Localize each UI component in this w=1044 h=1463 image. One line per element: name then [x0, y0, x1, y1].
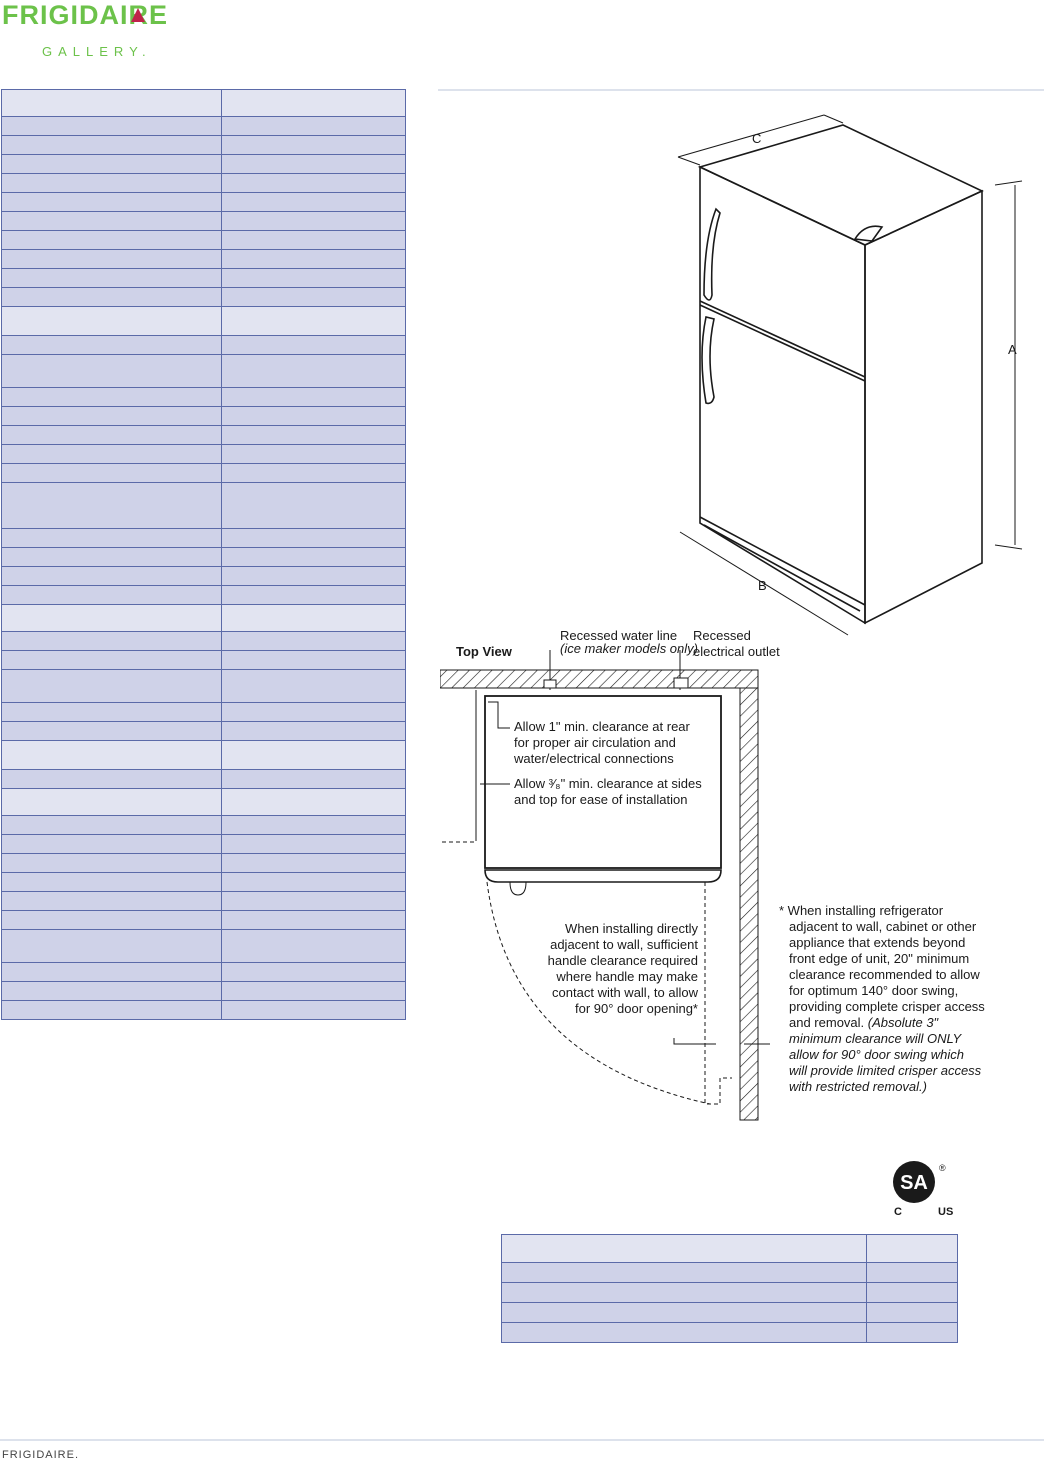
spec-row: [2, 1001, 406, 1020]
spec-label-cell: [2, 529, 222, 548]
bottom-label-cell: [502, 1263, 867, 1283]
spec-row: [2, 854, 406, 873]
spec-label-cell: [2, 651, 222, 670]
spec-label-cell: [2, 911, 222, 930]
csa-registered: ®: [939, 1163, 946, 1173]
spec-value-cell: [222, 911, 406, 930]
brand-triangle-icon: [131, 8, 145, 22]
rear-clearance-note: [514, 719, 690, 767]
spec-row: [2, 930, 406, 963]
label-c: C: [752, 131, 762, 146]
refrigerator-drawing: [660, 105, 1044, 645]
spec-label-cell: [2, 307, 222, 336]
spec-row: [2, 90, 406, 117]
spec-value-cell: [222, 269, 406, 288]
bottom-table: [501, 1234, 958, 1343]
spec-row: [2, 586, 406, 605]
spec-value-cell: [222, 982, 406, 1001]
outlet-marker: [674, 678, 688, 688]
spec-label-cell: [2, 605, 222, 632]
spec-label-cell: [2, 548, 222, 567]
spec-value-cell: [222, 288, 406, 307]
spec-value-cell: [222, 770, 406, 789]
spec-label-cell: [2, 892, 222, 911]
top-view-title: Top View: [456, 644, 512, 659]
spec-label-cell: [2, 174, 222, 193]
spec-label-cell: [2, 445, 222, 464]
spec-label-cell: [2, 586, 222, 605]
spec-label-cell: [2, 155, 222, 174]
spec-value-cell: [222, 250, 406, 269]
spec-row: [2, 816, 406, 835]
water-line-marker: [544, 680, 556, 688]
spec-value-cell: [222, 464, 406, 483]
spec-label-cell: [2, 567, 222, 586]
bottom-row: [502, 1303, 958, 1323]
spec-label-cell: [2, 212, 222, 231]
spec-row: [2, 670, 406, 703]
spec-row: [2, 288, 406, 307]
star-note-line: * When installing refrigerator: [779, 903, 944, 918]
spec-value-cell: [222, 741, 406, 770]
spec-row: [2, 464, 406, 483]
side-clearance-line: Allow ³⁄₈" min. clearance at sides: [514, 776, 702, 791]
spec-value-cell: [222, 605, 406, 632]
spec-value-cell: [222, 445, 406, 464]
spec-label-cell: [2, 1001, 222, 1020]
spec-value-cell: [222, 336, 406, 355]
csa-mark: SA: [900, 1172, 928, 1194]
outlet-label-line2: electrical outlet: [693, 644, 780, 659]
spec-value-cell: [222, 548, 406, 567]
spec-value-cell: [222, 90, 406, 117]
bottom-value-cell: [867, 1283, 958, 1303]
spec-label-cell: [2, 231, 222, 250]
spec-value-cell: [222, 567, 406, 586]
handle-note-line: handle clearance required: [547, 953, 698, 968]
spec-value-cell: [222, 136, 406, 155]
side-clearance-line: and top for ease of installation: [514, 792, 688, 807]
spec-label-cell: [2, 117, 222, 136]
bottom-value-cell: [867, 1303, 958, 1323]
bottom-label-cell: [502, 1323, 867, 1343]
spec-row: [2, 835, 406, 854]
brand-name: FRIGIDAIRE: [2, 0, 169, 30]
handle-note-line: contact with wall, to allow: [552, 985, 698, 1000]
spec-row: [2, 963, 406, 982]
spec-value-cell: [222, 483, 406, 529]
spec-row: [2, 307, 406, 336]
bottom-label-cell: [502, 1235, 867, 1263]
spec-value-cell: [222, 835, 406, 854]
spec-label-cell: [2, 963, 222, 982]
footer-brand: FRIGIDAIRE.: [2, 1449, 80, 1461]
spec-value-cell: [222, 231, 406, 250]
handle-note-line: adjacent to wall, sufficient: [550, 937, 698, 952]
star-note-line: for optimum 140° door swing,: [789, 983, 959, 998]
bottom-value-cell: [867, 1235, 958, 1263]
bottom-label-cell: [502, 1303, 867, 1323]
spec-row: [2, 632, 406, 651]
handle-clearance-note: [530, 921, 698, 1017]
rear-wall: [440, 670, 758, 688]
top-rule: [438, 89, 1044, 91]
star-note-line: adjacent to wall, cabinet or other: [789, 919, 977, 934]
spec-row: [2, 911, 406, 930]
spec-row: [2, 605, 406, 632]
star-note-italic-line: allow for 90° door swing which: [789, 1047, 965, 1062]
spec-value-cell: [222, 789, 406, 816]
spec-row: [2, 741, 406, 770]
spec-value-cell: [222, 307, 406, 336]
spec-label-cell: [2, 90, 222, 117]
dimension-a: [995, 181, 1022, 549]
spec-label-cell: [2, 670, 222, 703]
spec-value-cell: [222, 174, 406, 193]
spec-value-cell: [222, 703, 406, 722]
spec-label-cell: [2, 854, 222, 873]
spec-row: [2, 136, 406, 155]
bottom-row: [502, 1263, 958, 1283]
bottom-value-cell: [867, 1263, 958, 1283]
spec-value-cell: [222, 212, 406, 231]
bottom-row: [502, 1235, 958, 1263]
spec-value-cell: [222, 407, 406, 426]
spec-value-cell: [222, 155, 406, 174]
spec-value-cell: [222, 651, 406, 670]
outlet-label-line1: Recessed: [693, 628, 751, 643]
spec-label-cell: [2, 770, 222, 789]
spec-row: [2, 982, 406, 1001]
bottom-row: [502, 1283, 958, 1303]
spec-row: [2, 703, 406, 722]
spec-label-cell: [2, 930, 222, 963]
spec-value-cell: [222, 963, 406, 982]
label-b: B: [758, 578, 767, 593]
spec-value-cell: [222, 670, 406, 703]
spec-row: [2, 231, 406, 250]
spec-label-cell: [2, 464, 222, 483]
spec-row: [2, 873, 406, 892]
water-line-note: (ice maker models only): [560, 641, 698, 656]
footer-rule: [0, 1439, 1044, 1441]
csa-us-label: US: [938, 1206, 954, 1218]
spec-row: [2, 336, 406, 355]
spec-label-cell: [2, 407, 222, 426]
star-note-line: and removal.: [789, 1015, 865, 1030]
spec-table-body: [2, 90, 406, 1020]
star-note-line: front edge of unit, 20" minimum: [789, 951, 970, 966]
spec-value-cell: [222, 854, 406, 873]
spec-value-cell: [222, 117, 406, 136]
star-note-italic-line: minimum clearance will ONLY: [789, 1031, 962, 1046]
side-wall: [740, 688, 758, 1120]
spec-row: [2, 117, 406, 136]
bottom-table-body: [502, 1235, 958, 1343]
spec-row: [2, 250, 406, 269]
spec-row: [2, 529, 406, 548]
brand-line: GALLERY.: [42, 44, 152, 59]
bottom-label-cell: [502, 1283, 867, 1303]
spec-label-cell: [2, 982, 222, 1001]
spec-label-cell: [2, 741, 222, 770]
spec-row: [2, 483, 406, 529]
spec-row: [2, 193, 406, 212]
spec-row: [2, 174, 406, 193]
star-note-line: providing complete crisper access: [789, 999, 985, 1014]
spec-label-cell: [2, 193, 222, 212]
spec-row: [2, 212, 406, 231]
water-line-label: Recessed water line: [560, 628, 678, 643]
spec-label-cell: [2, 336, 222, 355]
handle-note-line: for 90° door opening*: [574, 1001, 698, 1016]
spec-table: [1, 89, 406, 1020]
spec-row: [2, 426, 406, 445]
spec-value-cell: [222, 892, 406, 911]
spec-value-cell: [222, 632, 406, 651]
spec-label-cell: [2, 873, 222, 892]
spec-value-cell: [222, 722, 406, 741]
spec-label-cell: [2, 722, 222, 741]
spec-label-cell: [2, 816, 222, 835]
bottom-value-cell: [867, 1323, 958, 1343]
bottom-row: [502, 1323, 958, 1343]
spec-label-cell: [2, 483, 222, 529]
spec-value-cell: [222, 1001, 406, 1020]
star-note-italic-line: with restricted removal.): [789, 1079, 927, 1094]
spec-value-cell: [222, 873, 406, 892]
spec-row: [2, 770, 406, 789]
spec-label-cell: [2, 355, 222, 388]
csa-certification-logo: [890, 1158, 960, 1220]
spec-row: [2, 567, 406, 586]
brand-logo: [0, 0, 220, 70]
spec-value-cell: [222, 388, 406, 407]
star-note-final-line: [779, 1015, 1011, 1031]
star-note-line: clearance recommended to allow: [789, 967, 980, 982]
spec-row: [2, 548, 406, 567]
spec-label-cell: [2, 288, 222, 307]
star-note-line: appliance that extends beyond: [789, 935, 966, 950]
spec-value-cell: [222, 930, 406, 963]
spec-row: [2, 722, 406, 741]
side-clearance-note: [514, 776, 702, 808]
spec-value-cell: [222, 816, 406, 835]
spec-label-cell: [2, 136, 222, 155]
csa-c-label: C: [894, 1206, 902, 1218]
adjacent-install-note: [779, 903, 1011, 1095]
star-note-italic-line: (Absolute 3": [867, 1015, 939, 1030]
spec-label-cell: [2, 388, 222, 407]
spec-row: [2, 155, 406, 174]
spec-label-cell: [2, 789, 222, 816]
spec-label-cell: [2, 426, 222, 445]
spec-label-cell: [2, 835, 222, 854]
spec-label-cell: [2, 269, 222, 288]
spec-row: [2, 355, 406, 388]
spec-value-cell: [222, 586, 406, 605]
label-a: A: [1008, 342, 1017, 357]
spec-label-cell: [2, 250, 222, 269]
spec-row: [2, 789, 406, 816]
fridge-outline: [700, 125, 982, 623]
handle-note-line: When installing directly: [565, 921, 698, 936]
spec-label-cell: [2, 632, 222, 651]
rear-clearance-line: Allow 1" min. clearance at rear: [514, 719, 690, 734]
spec-row: [2, 445, 406, 464]
spec-value-cell: [222, 355, 406, 388]
spec-value-cell: [222, 529, 406, 548]
spec-value-cell: [222, 193, 406, 212]
spec-row: [2, 269, 406, 288]
rear-clearance-line: for proper air circulation and: [514, 735, 676, 750]
rear-clearance-line: water/electrical connections: [514, 751, 674, 766]
star-note-italic-line: will provide limited crisper access: [789, 1063, 982, 1078]
handle-note-line: where handle may make: [556, 969, 698, 984]
spec-row: [2, 651, 406, 670]
spec-label-cell: [2, 703, 222, 722]
spec-row: [2, 388, 406, 407]
spec-row: [2, 407, 406, 426]
spec-row: [2, 892, 406, 911]
spec-value-cell: [222, 426, 406, 445]
